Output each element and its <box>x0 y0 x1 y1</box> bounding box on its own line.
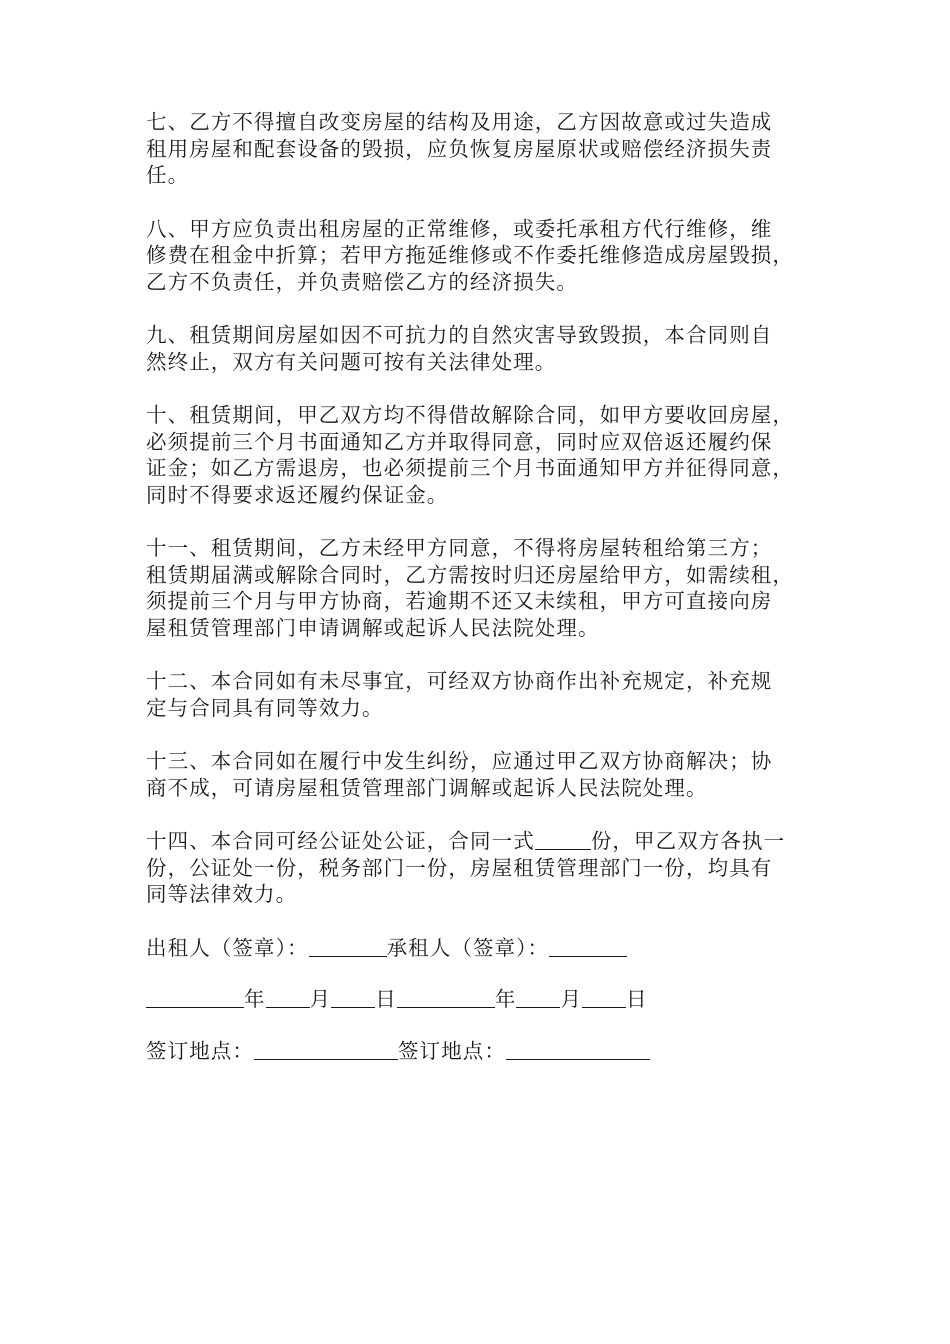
clause-line: 九、租赁期间房屋如因不可抗力的自然灾害导致毁损，本合同则自 <box>146 323 773 347</box>
clause-12 <box>146 668 826 721</box>
place-row <box>146 1038 826 1065</box>
clause-line: 然终止，双方有关问题可按有关法律处理。 <box>146 349 557 374</box>
clause-line: 七、乙方不得擅自改变房屋的结构及用途，乙方因故意或过失造成 <box>146 110 773 134</box>
clause-13 <box>146 748 826 801</box>
clause-line: 任。 <box>146 163 190 187</box>
clause-14-text-a: 十四、本合同可经公证处公证，合同一式 <box>146 829 535 853</box>
lessor-month-blank[interactable] <box>266 987 310 1008</box>
lessor-day-blank[interactable] <box>331 987 375 1008</box>
clause-line: 证金；如乙方需退房，也必须提前三个月书面通知甲方并征得同意， <box>146 456 794 480</box>
clause-7 <box>146 109 826 189</box>
clause-10 <box>146 402 826 508</box>
clause-line: 十三、本合同如在履行中发生纠纷，应通过甲乙双方协商解决；协 <box>146 749 773 773</box>
copies-count-blank[interactable] <box>535 829 591 850</box>
lessee-month-blank[interactable] <box>516 987 560 1008</box>
lessor-place-label: 签订地点： <box>146 1038 254 1063</box>
clause-line: 同等法律效力。 <box>146 882 298 906</box>
signature-row <box>146 935 826 962</box>
lessor-year-blank[interactable] <box>146 987 244 1008</box>
clause-line <box>146 828 826 855</box>
clause-line: 租用房屋和配套设备的毁损，应负恢复房屋原状或赔偿经济损失责 <box>146 136 773 161</box>
clause-line: 必须提前三个月书面通知乙方并取得同意，同时应双倍返还履约保 <box>146 429 773 454</box>
clause-list <box>146 109 826 801</box>
clause-line: 须提前三个月与甲方协商，若逾期不还又未续租，甲方可直接向房 <box>146 589 773 613</box>
lessee-place-label: 签订地点： <box>398 1038 506 1063</box>
clause-8 <box>146 216 826 296</box>
lessee-day-blank[interactable] <box>582 987 626 1008</box>
month-label: 月 <box>560 987 583 1011</box>
lessee-place-blank[interactable] <box>506 1039 650 1060</box>
year-label: 年 <box>244 987 266 1011</box>
date-row <box>146 986 826 1013</box>
day-label: 日 <box>626 987 648 1011</box>
clause-line: 商不成，可请房屋租赁管理部门调解或起诉人民法院处理。 <box>146 775 708 800</box>
clause-9 <box>146 322 826 375</box>
clause-14-text-b: 份，甲乙双方各执一 <box>590 829 786 853</box>
clause-line: 十二、本合同如有未尽事宜，可经双方协商作出补充规定，补充规 <box>146 669 773 693</box>
clause-line: 定与合同具有同等效力。 <box>146 695 384 720</box>
clause-line: 同时不得要求返还履约保证金。 <box>146 482 449 507</box>
clause-line: 屋租赁管理部门申请调解或起诉人民法院处理。 <box>146 615 600 640</box>
clause-line: 十一、租赁期间，乙方未经甲方同意，不得将房屋转租给第三方； <box>146 536 773 560</box>
year-label: 年 <box>494 987 517 1011</box>
clause-14 <box>146 828 826 908</box>
lessor-place-blank[interactable] <box>254 1039 398 1060</box>
contract-page <box>146 109 826 1064</box>
lessee-signature-label: 承租人（签章）： <box>386 935 550 960</box>
clause-line: 乙方不负责任，并负责赔偿乙方的经济损失。 <box>146 269 578 294</box>
lessor-signature-blank[interactable] <box>309 936 387 957</box>
clause-line: 租赁期届满或解除合同时，乙方需按时归还房屋给甲方，如需续租， <box>146 562 794 587</box>
clause-line: 八、甲方应负责出租房屋的正常维修，或委托承租方代行维修，维 <box>146 216 773 241</box>
clause-line: 十、租赁期间，甲乙双方均不得借故解除合同，如甲方要收回房屋， <box>146 403 794 427</box>
lessee-signature-blank[interactable] <box>549 936 627 957</box>
day-label: 日 <box>375 987 397 1011</box>
clause-line: 修费在租金中折算；若甲方拖延维修或不作委托维修造成房屋毁损， <box>146 243 794 267</box>
clause-11 <box>146 535 826 641</box>
lessor-signature-label: 出租人（签章）： <box>146 935 309 960</box>
month-label: 月 <box>309 987 332 1011</box>
lessee-year-blank[interactable] <box>397 987 495 1008</box>
clause-line: 份，公证处一份，税务部门一份，房屋租赁管理部门一份，均具有 <box>146 855 773 880</box>
